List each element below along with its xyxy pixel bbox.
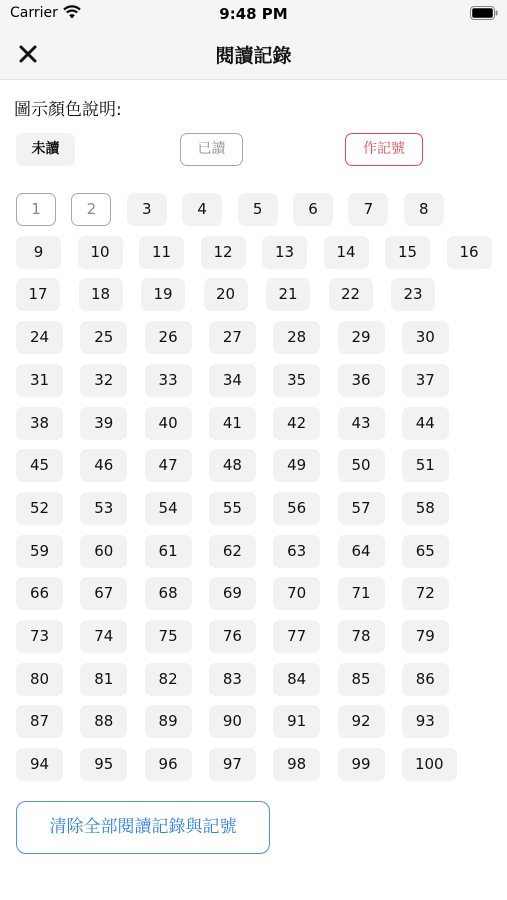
chapter-item-41[interactable]: 41	[209, 407, 256, 440]
chapter-item-39[interactable]: 39	[80, 407, 127, 440]
chapter-item-21[interactable]: 21	[266, 278, 310, 311]
chapter-item-72[interactable]: 72	[402, 577, 449, 610]
chapter-item-60[interactable]: 60	[80, 535, 127, 568]
chapter-item-80[interactable]: 80	[16, 663, 63, 696]
chapter-item-58[interactable]: 58	[402, 492, 449, 525]
chapter-item-40[interactable]: 40	[145, 407, 192, 440]
chapter-item-34[interactable]: 34	[209, 364, 256, 397]
chapter-item-42[interactable]: 42	[273, 407, 320, 440]
chapter-item-30[interactable]: 30	[402, 321, 449, 354]
chapter-item-85[interactable]: 85	[338, 663, 385, 696]
chapter-item-51[interactable]: 51	[402, 449, 449, 482]
chapter-item-25[interactable]: 25	[80, 321, 127, 354]
chapter-item-28[interactable]: 28	[273, 321, 320, 354]
clear-all-records-button[interactable]: 清除全部閱讀記錄與記號	[16, 801, 270, 854]
chapter-item-12[interactable]: 12	[201, 236, 246, 269]
chapter-item-38[interactable]: 38	[16, 407, 63, 440]
chapter-item-91[interactable]: 91	[273, 705, 320, 738]
chapter-item-67[interactable]: 67	[80, 577, 127, 610]
chapter-item-13[interactable]: 13	[262, 236, 307, 269]
chapter-item-59[interactable]: 59	[16, 535, 63, 568]
chapter-item-24[interactable]: 24	[16, 321, 63, 354]
chapter-item-81[interactable]: 81	[80, 663, 127, 696]
chapter-item-90[interactable]: 90	[209, 705, 256, 738]
chapter-item-47[interactable]: 47	[145, 449, 192, 482]
chapter-item-78[interactable]: 78	[338, 620, 385, 653]
chapter-item-16[interactable]: 16	[447, 236, 492, 269]
chapter-item-52[interactable]: 52	[16, 492, 63, 525]
chapter-item-20[interactable]: 20	[204, 278, 248, 311]
chapter-item-71[interactable]: 71	[338, 577, 385, 610]
chapter-item-46[interactable]: 46	[80, 449, 127, 482]
chapter-item-84[interactable]: 84	[273, 663, 320, 696]
legend-marked-chip: 作記號	[345, 133, 423, 166]
chapter-item-96[interactable]: 96	[145, 748, 192, 781]
chapter-item-2[interactable]: 2	[71, 193, 111, 226]
chapter-item-50[interactable]: 50	[338, 449, 385, 482]
chapter-item-89[interactable]: 89	[145, 705, 192, 738]
chapter-item-69[interactable]: 69	[209, 577, 256, 610]
chapter-item-6[interactable]: 6	[293, 193, 333, 226]
chapter-item-73[interactable]: 73	[16, 620, 63, 653]
chapter-item-33[interactable]: 33	[145, 364, 192, 397]
chapter-item-9[interactable]: 9	[16, 236, 61, 269]
chapter-item-63[interactable]: 63	[273, 535, 320, 568]
chapter-item-29[interactable]: 29	[338, 321, 385, 354]
chapter-item-83[interactable]: 83	[209, 663, 256, 696]
chapter-item-31[interactable]: 31	[16, 364, 63, 397]
battery-icon	[470, 6, 498, 20]
chapter-item-56[interactable]: 56	[273, 492, 320, 525]
chapter-item-17[interactable]: 17	[16, 278, 60, 311]
chapter-item-79[interactable]: 79	[402, 620, 449, 653]
chapter-item-10[interactable]: 10	[78, 236, 123, 269]
chapter-item-98[interactable]: 98	[273, 748, 320, 781]
chapter-item-4[interactable]: 4	[182, 193, 222, 226]
chapter-item-74[interactable]: 74	[80, 620, 127, 653]
chapter-item-66[interactable]: 66	[16, 577, 63, 610]
chapter-item-53[interactable]: 53	[80, 492, 127, 525]
chapter-item-100[interactable]: 100	[402, 748, 457, 781]
carrier-label: Carrier	[10, 5, 58, 21]
chapter-item-97[interactable]: 97	[209, 748, 256, 781]
chapter-item-75[interactable]: 75	[145, 620, 192, 653]
chapter-item-3[interactable]: 3	[127, 193, 167, 226]
chapter-item-44[interactable]: 44	[402, 407, 449, 440]
chapter-item-70[interactable]: 70	[273, 577, 320, 610]
chapter-item-94[interactable]: 94	[16, 748, 63, 781]
chapter-item-88[interactable]: 88	[80, 705, 127, 738]
chapter-item-23[interactable]: 23	[391, 278, 435, 311]
clock: 9:48 PM	[219, 5, 288, 23]
chapter-item-22[interactable]: 22	[329, 278, 373, 311]
status-bar	[0, 0, 507, 28]
chapter-item-35[interactable]: 35	[273, 364, 320, 397]
chapter-item-19[interactable]: 19	[141, 278, 185, 311]
chapter-item-57[interactable]: 57	[338, 492, 385, 525]
chapter-item-43[interactable]: 43	[338, 407, 385, 440]
chapter-item-64[interactable]: 64	[338, 535, 385, 568]
chapter-item-32[interactable]: 32	[80, 364, 127, 397]
chapter-item-93[interactable]: 93	[402, 705, 449, 738]
chapter-item-5[interactable]: 5	[238, 193, 278, 226]
legend-unread-chip: 未讀	[16, 133, 75, 166]
legend-read-chip: 已讀	[180, 133, 243, 166]
chapter-item-11[interactable]: 11	[139, 236, 184, 269]
nav-bar	[0, 28, 507, 80]
chapter-item-61[interactable]: 61	[145, 535, 192, 568]
chapter-item-82[interactable]: 82	[145, 663, 192, 696]
chapter-item-49[interactable]: 49	[273, 449, 320, 482]
chapter-item-1[interactable]: 1	[16, 193, 56, 226]
chapter-item-65[interactable]: 65	[402, 535, 449, 568]
chapter-item-87[interactable]: 87	[16, 705, 63, 738]
chapter-item-27[interactable]: 27	[209, 321, 256, 354]
chapter-item-8[interactable]: 8	[404, 193, 444, 226]
legend-title: 圖示顏色說明:	[14, 100, 122, 120]
chapter-item-62[interactable]: 62	[209, 535, 256, 568]
chapter-item-55[interactable]: 55	[209, 492, 256, 525]
chapter-item-95[interactable]: 95	[80, 748, 127, 781]
chapter-item-86[interactable]: 86	[402, 663, 449, 696]
chapter-item-77[interactable]: 77	[273, 620, 320, 653]
chapter-item-15[interactable]: 15	[385, 236, 430, 269]
chapter-item-36[interactable]: 36	[338, 364, 385, 397]
page-title: 閱讀記錄	[215, 45, 292, 67]
chapter-item-48[interactable]: 48	[209, 449, 256, 482]
chapter-item-92[interactable]: 92	[338, 705, 385, 738]
chapter-item-76[interactable]: 76	[209, 620, 256, 653]
chapter-item-37[interactable]: 37	[402, 364, 449, 397]
chapter-item-54[interactable]: 54	[145, 492, 192, 525]
chapter-item-18[interactable]: 18	[79, 278, 123, 311]
chapter-item-68[interactable]: 68	[145, 577, 192, 610]
chapter-item-14[interactable]: 14	[324, 236, 369, 269]
chapter-item-7[interactable]: 7	[348, 193, 388, 226]
chapter-item-99[interactable]: 99	[338, 748, 385, 781]
chapter-item-45[interactable]: 45	[16, 449, 63, 482]
chapter-item-26[interactable]: 26	[145, 321, 192, 354]
